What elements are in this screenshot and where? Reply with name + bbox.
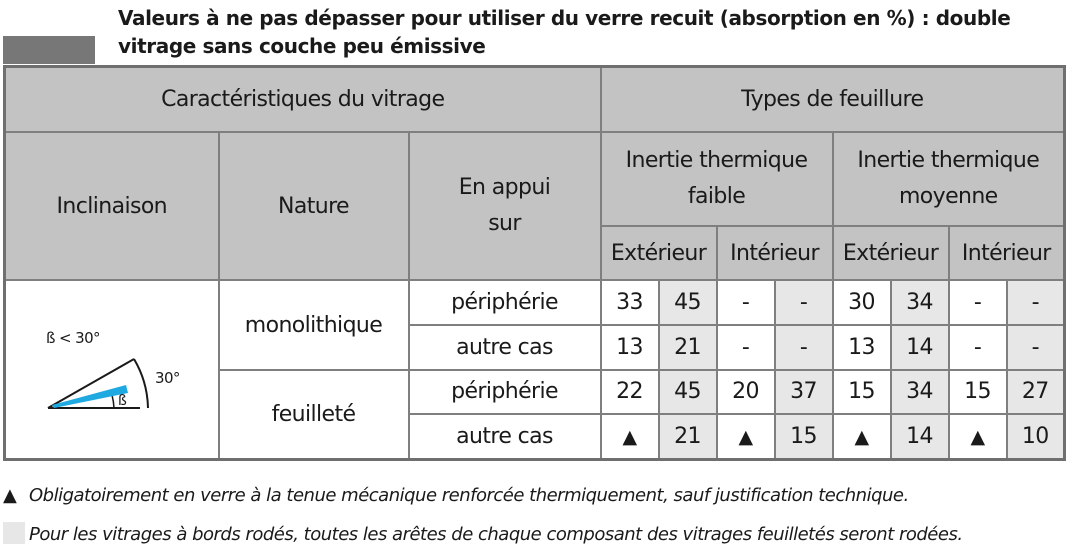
header-en-appui: [409, 132, 601, 280]
value-cell: 13: [601, 325, 659, 370]
beta-limit-label: ß < 30°: [45, 328, 100, 347]
legend-triangle: [3, 485, 1073, 506]
appui-cell: périphérie: [409, 370, 601, 415]
nature-monolithique: monolithique: [219, 280, 409, 369]
header-moyenne-exterieur: Extérieur: [833, 226, 949, 280]
header-inclinaison: Inclinaison: [5, 132, 219, 280]
inclination-diagram: [22, 315, 202, 425]
glass-pane: [52, 385, 128, 408]
header-nature: Nature: [219, 132, 409, 280]
value-cell: 45: [659, 280, 717, 325]
value-cell: -: [717, 325, 775, 370]
header-faible-interieur: Intérieur: [717, 226, 833, 280]
legend-shaded-text: Pour les vitrages à bords rodés, toutes les arêtes de chaque composant des vitrages feuilletés seront rodées.: [29, 524, 963, 545]
value-cell: ▲: [717, 414, 775, 459]
value-cell: 14: [891, 325, 949, 370]
value-cell: -: [717, 280, 775, 325]
value-cell: 37: [775, 370, 833, 415]
value-cell: -: [1007, 325, 1065, 370]
legend-triangle-text: Obligatoirement en verre à la tenue mécanique renforcée thermiquement, sauf justification technique.: [29, 485, 909, 506]
value-cell: 15: [833, 370, 891, 415]
value-cell: 14: [891, 414, 949, 459]
value-cell: 20: [717, 370, 775, 415]
absorption-table: [3, 65, 1066, 461]
header-types-feuillure: Types de feuillure: [601, 67, 1065, 133]
value-cell: 30: [833, 280, 891, 325]
header-inertie-faible-line1: Inertie thermique: [625, 148, 808, 174]
value-cell: -: [949, 325, 1007, 370]
inclinaison-diagram-cell: [5, 280, 219, 459]
appui-cell: autre cas: [409, 325, 601, 370]
header-en-appui-line2: sur: [488, 211, 521, 237]
beta-symbol-label: ß: [117, 392, 126, 409]
value-cell: ▲: [601, 414, 659, 459]
title-marker-bar: [3, 36, 95, 64]
value-cell: 21: [659, 414, 717, 459]
value-cell: 21: [659, 325, 717, 370]
beta-arc: [112, 395, 114, 408]
header-inertie-moyenne-line1: Inertie thermique: [857, 148, 1040, 174]
header-inertie-faible: [601, 132, 833, 226]
header-faible-exterieur: Extérieur: [601, 226, 717, 280]
value-cell: 34: [891, 280, 949, 325]
shaded-swatch-icon: [3, 522, 25, 544]
header-caracteristiques: Caractéristiques du vitrage: [5, 67, 601, 133]
table-title: Valeurs à ne pas dépasser pour utiliser du verre recuit (absorption en %) : double vitrage sans couche peu émissive: [118, 6, 1011, 58]
value-cell: 10: [1007, 414, 1065, 459]
appui-cell: autre cas: [409, 414, 601, 459]
value-cell: 27: [1007, 370, 1065, 415]
angle-arc: [134, 359, 148, 408]
legend-shaded: [3, 522, 1073, 545]
value-cell: ▲: [833, 414, 891, 459]
header-moyenne-interieur: Intérieur: [949, 226, 1065, 280]
value-cell: 45: [659, 370, 717, 415]
value-cell: ▲: [949, 414, 1007, 459]
header-en-appui-line1: En appui: [458, 175, 551, 201]
header-inertie-faible-line2: faible: [687, 184, 746, 210]
value-cell: 22: [601, 370, 659, 415]
triangle-icon: ▲: [3, 485, 17, 506]
angle-30-label: 30°: [154, 368, 180, 387]
value-cell: 33: [601, 280, 659, 325]
value-cell: -: [1007, 280, 1065, 325]
value-cell: 13: [833, 325, 891, 370]
value-cell: 34: [891, 370, 949, 415]
value-cell: -: [775, 280, 833, 325]
value-cell: 15: [775, 414, 833, 459]
value-cell: -: [949, 280, 1007, 325]
header-inertie-moyenne: [833, 132, 1065, 226]
nature-feuillete: feuilleté: [219, 370, 409, 460]
value-cell: -: [775, 325, 833, 370]
header-inertie-moyenne-line2: moyenne: [898, 184, 998, 210]
appui-cell: périphérie: [409, 280, 601, 325]
value-cell: 15: [949, 370, 1007, 415]
